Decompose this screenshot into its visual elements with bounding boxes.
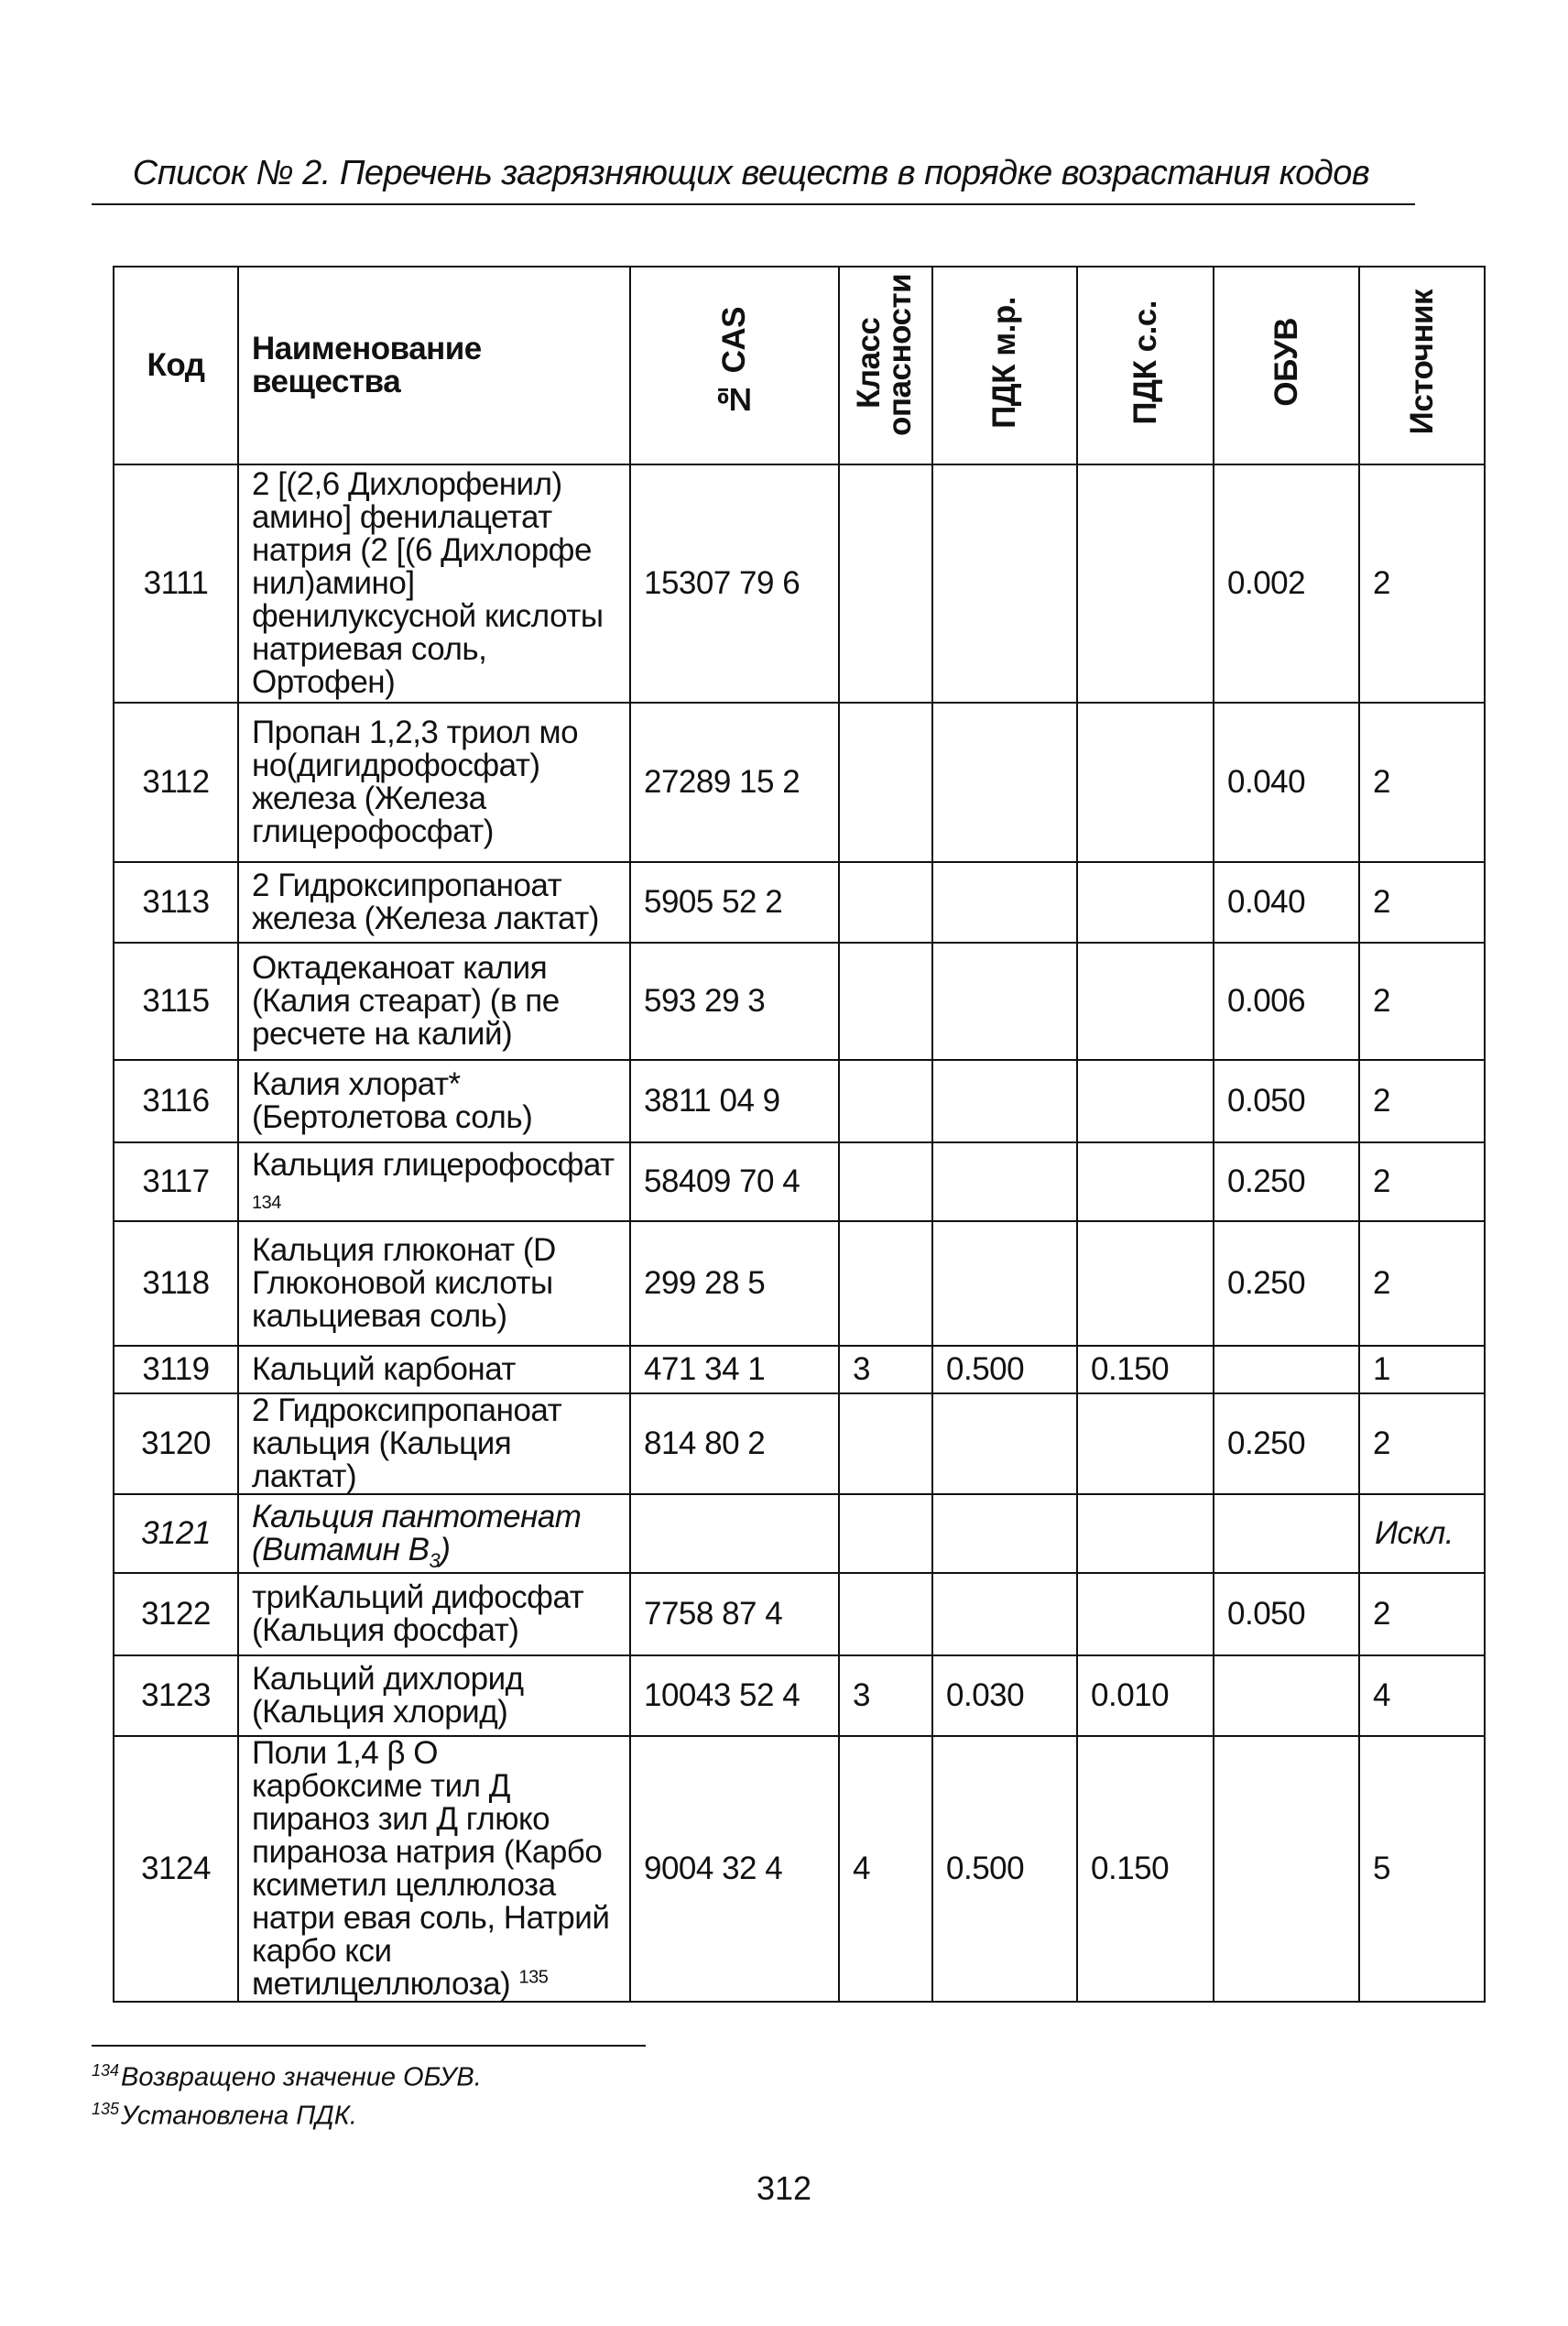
cell-source: 2 xyxy=(1359,1060,1485,1142)
cell-source: 1 xyxy=(1359,1346,1485,1393)
cell-obuv: 0.006 xyxy=(1214,943,1359,1060)
cell-name-text: Кальция глицерофосфат xyxy=(252,1147,615,1183)
cell-pdk-ss xyxy=(1077,1393,1214,1494)
cell-pdk-mr xyxy=(932,1393,1077,1494)
cell-name-text: Поли 1,4 β О карбоксиме тил Д пираноз зил Д глюко пираноза натрия (Карбо ксиметил целлюлоза натри евая соль, Натрий карбо кси метилцеллюлоза) xyxy=(252,1735,610,2002)
header-source xyxy=(1359,267,1485,464)
cell-name: Кальций дихлорид (Кальция хлорид) xyxy=(238,1655,630,1736)
cell-source: 2 xyxy=(1359,464,1485,703)
cell-pdk-ss: 0.010 xyxy=(1077,1655,1214,1736)
table-header-row xyxy=(114,267,1485,464)
cell-name-subscript: 3 xyxy=(429,1549,441,1572)
cell-source: 2 xyxy=(1359,1142,1485,1221)
cell-code: 3124 xyxy=(114,1736,238,2002)
cell-source: 2 xyxy=(1359,943,1485,1060)
cell-cas: 9004 32 4 xyxy=(630,1736,839,2002)
cell-hazard xyxy=(839,1494,932,1573)
cell-hazard xyxy=(839,1060,932,1142)
footnote-ref-135: 135 xyxy=(518,1967,549,1988)
table-row xyxy=(114,1393,1485,1494)
cell-name-tail: ) xyxy=(440,1532,451,1567)
cell-cas: 27289 15 2 xyxy=(630,703,839,862)
cell-pdk-mr xyxy=(932,703,1077,862)
header-pdk-mr xyxy=(932,267,1077,464)
cell-name-text: Кальция пантотенат (Витамин B xyxy=(252,1499,582,1567)
cell-source: 4 xyxy=(1359,1655,1485,1736)
cell-pdk-ss xyxy=(1077,943,1214,1060)
table-row xyxy=(114,464,1485,703)
cell-pdk-mr: 0.500 xyxy=(932,1736,1077,2002)
cell-pdk-ss xyxy=(1077,1494,1214,1573)
cell-pdk-mr xyxy=(932,1494,1077,1573)
table-row xyxy=(114,1142,1485,1221)
cell-name: триКальций дифосфат (Кальция фосфат) xyxy=(238,1573,630,1655)
cell-cas: 593 29 3 xyxy=(630,943,839,1060)
header-obuv-label: ОБУВ xyxy=(1268,318,1304,407)
table-row xyxy=(114,1573,1485,1655)
header-code: Код xyxy=(114,267,238,464)
table-row xyxy=(114,1346,1485,1393)
title-rule xyxy=(92,203,1415,205)
cell-code: 3116 xyxy=(114,1060,238,1142)
header-pdk-ss xyxy=(1077,267,1214,464)
cell-pdk-ss: 0.150 xyxy=(1077,1346,1214,1393)
cell-name xyxy=(238,1494,630,1573)
cell-hazard xyxy=(839,943,932,1060)
cell-code: 3115 xyxy=(114,943,238,1060)
cell-name: Пропан 1,2,3 триол мо но(дигидрофосфат) железа (Железа глицерофосфат) xyxy=(238,703,630,862)
cell-obuv xyxy=(1214,1494,1359,1573)
cell-cas: 58409 70 4 xyxy=(630,1142,839,1221)
cell-pdk-mr xyxy=(932,1060,1077,1142)
cell-pdk-mr xyxy=(932,1573,1077,1655)
cell-pdk-ss xyxy=(1077,1221,1214,1346)
table-row xyxy=(114,1655,1485,1736)
cell-name: 2 Гидроксипропаноат кальция (Кальция лактат) xyxy=(238,1393,630,1494)
page-title: Список № 2. Перечень загрязняющих веществ в порядке возрастания кодов xyxy=(132,154,1370,192)
footnote-134 xyxy=(92,2061,482,2093)
cell-pdk-ss: 0.150 xyxy=(1077,1736,1214,2002)
cell-hazard xyxy=(839,464,932,703)
header-pdk-ss-label: ПДК с.с. xyxy=(1127,300,1163,425)
footnote-rule xyxy=(92,2045,646,2047)
cell-pdk-mr xyxy=(932,464,1077,703)
cell-hazard xyxy=(839,703,932,862)
cell-hazard: 3 xyxy=(839,1346,932,1393)
cell-obuv: 0.250 xyxy=(1214,1142,1359,1221)
cell-cas: 471 34 1 xyxy=(630,1346,839,1393)
cell-hazard: 4 xyxy=(839,1736,932,2002)
table-row xyxy=(114,1736,1485,2002)
cell-hazard xyxy=(839,1573,932,1655)
header-hazard-class-label: Класс опасности xyxy=(851,273,918,436)
footnote-text: Установлена ПДК. xyxy=(121,2101,357,2131)
footnote-number: 134 xyxy=(92,2061,120,2080)
cell-hazard xyxy=(839,1393,932,1494)
cell-obuv: 0.002 xyxy=(1214,464,1359,703)
cell-source: 2 xyxy=(1359,703,1485,862)
cell-name: Кальция глюконат (D Глюконовой кислоты кальциевая соль) xyxy=(238,1221,630,1346)
cell-name: 2 Гидроксипропаноат железа (Железа лактат) xyxy=(238,862,630,943)
header-hazard-class xyxy=(839,267,932,464)
cell-hazard xyxy=(839,1142,932,1221)
cell-hazard xyxy=(839,1221,932,1346)
table-row xyxy=(114,703,1485,862)
cell-source: 2 xyxy=(1359,1573,1485,1655)
header-pdk-mr-label: ПДК м.р. xyxy=(986,296,1022,429)
cell-obuv xyxy=(1214,1655,1359,1736)
cell-hazard: 3 xyxy=(839,1655,932,1736)
cell-code: 3111 xyxy=(114,464,238,703)
cell-pdk-mr xyxy=(932,1221,1077,1346)
cell-source: 2 xyxy=(1359,862,1485,943)
cell-obuv: 0.050 xyxy=(1214,1060,1359,1142)
page-number: 312 xyxy=(756,2169,812,2207)
cell-pdk-ss xyxy=(1077,703,1214,862)
cell-cas: 299 28 5 xyxy=(630,1221,839,1346)
cell-pdk-mr xyxy=(932,862,1077,943)
cell-code: 3113 xyxy=(114,862,238,943)
cell-hazard xyxy=(839,862,932,943)
cell-cas: 10043 52 4 xyxy=(630,1655,839,1736)
cell-cas: 15307 79 6 xyxy=(630,464,839,703)
table-row xyxy=(114,1060,1485,1142)
cell-pdk-mr: 0.030 xyxy=(932,1655,1077,1736)
cell-code: 3120 xyxy=(114,1393,238,1494)
cell-name: Октадеканоат калия (Калия стеарат) (в пе ресчете на калий) xyxy=(238,943,630,1060)
header-cas xyxy=(630,267,839,464)
cell-obuv: 0.050 xyxy=(1214,1573,1359,1655)
substances-table xyxy=(113,266,1486,2003)
cell-pdk-ss xyxy=(1077,1060,1214,1142)
cell-pdk-ss xyxy=(1077,1573,1214,1655)
cell-obuv: 0.040 xyxy=(1214,862,1359,943)
cell-source: 5 xyxy=(1359,1736,1485,2002)
cell-code: 3123 xyxy=(114,1655,238,1736)
cell-pdk-ss xyxy=(1077,464,1214,703)
cell-source: Искл. xyxy=(1359,1494,1485,1573)
table-row xyxy=(114,862,1485,943)
table-row xyxy=(114,1221,1485,1346)
footnote-number: 135 xyxy=(92,2100,120,2118)
cell-name xyxy=(238,1736,630,2002)
cell-obuv: 0.250 xyxy=(1214,1221,1359,1346)
cell-cas xyxy=(630,1494,839,1573)
header-cas-label: № CAS xyxy=(716,307,752,418)
cell-pdk-mr: 0.500 xyxy=(932,1346,1077,1393)
cell-code: 3117 xyxy=(114,1142,238,1221)
header-source-label: Источник xyxy=(1403,289,1440,435)
cell-code: 3122 xyxy=(114,1573,238,1655)
cell-source: 2 xyxy=(1359,1221,1485,1346)
cell-pdk-ss xyxy=(1077,1142,1214,1221)
header-name: Наименование вещества xyxy=(238,267,630,464)
cell-cas: 814 80 2 xyxy=(630,1393,839,1494)
footnote-text: Возвращено значение ОБУВ. xyxy=(121,2062,482,2092)
cell-name: 2 [(2,6 Дихлорфенил) амино] фенилацетат натрия (2 [(6 Дихлорфе нил)амино] фенилуксусной кислоты натриевая соль, Ортофен) xyxy=(238,464,630,703)
footnote-ref-134: 134 xyxy=(252,1193,281,1213)
cell-obuv xyxy=(1214,1346,1359,1393)
cell-pdk-mr xyxy=(932,943,1077,1060)
cell-obuv xyxy=(1214,1736,1359,2002)
cell-pdk-ss xyxy=(1077,862,1214,943)
footnote-135 xyxy=(92,2100,357,2132)
cell-source: 2 xyxy=(1359,1393,1485,1494)
table-row xyxy=(114,943,1485,1060)
header-obuv xyxy=(1214,267,1359,464)
table-row-excluded xyxy=(114,1494,1485,1573)
cell-cas: 3811 04 9 xyxy=(630,1060,839,1142)
cell-name xyxy=(238,1142,630,1221)
cell-code: 3119 xyxy=(114,1346,238,1393)
cell-cas: 5905 52 2 xyxy=(630,862,839,943)
cell-obuv: 0.250 xyxy=(1214,1393,1359,1494)
cell-pdk-mr xyxy=(932,1142,1077,1221)
cell-obuv: 0.040 xyxy=(1214,703,1359,862)
cell-code: 3121 xyxy=(114,1494,238,1573)
cell-name: Кальций карбонат xyxy=(238,1346,630,1393)
cell-code: 3112 xyxy=(114,703,238,862)
cell-code: 3118 xyxy=(114,1221,238,1346)
cell-name: Калия хлорат* (Бертолетова соль) xyxy=(238,1060,630,1142)
cell-cas: 7758 87 4 xyxy=(630,1573,839,1655)
